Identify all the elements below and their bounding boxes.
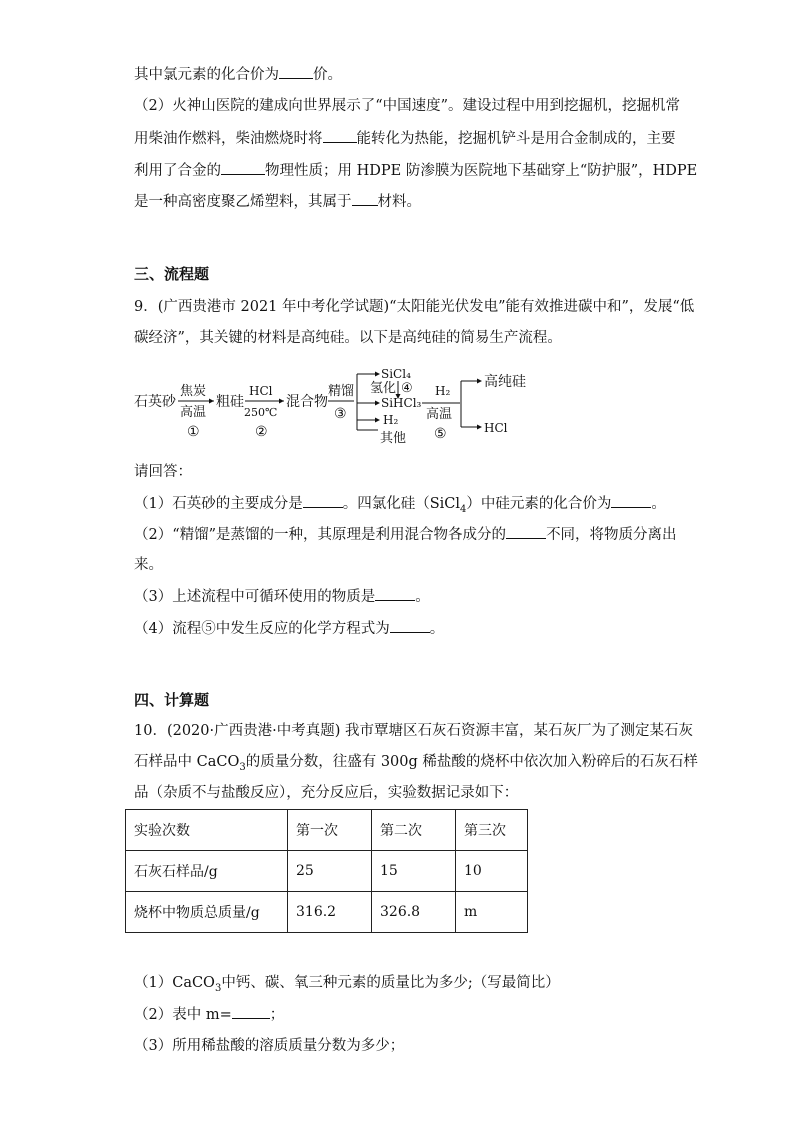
table-cell: 10 [456,851,528,892]
table-cell: m [456,892,528,933]
flow-s2-bot: 250℃ [244,406,278,419]
q9-sub1: （1）石英砂的主要成分是 。四氯化硅（SiCl$_4$）中硅元素的化合价为 。 [134,493,666,520]
table-header-cell: 第一次 [288,810,372,851]
q9-sub2: （2）“精馏”是蒸馏的一种，其原理是利用混合物各成分的 不同，将物质分离出 [134,524,677,545]
flow-b-sihcl3: SiHCl₃ [381,396,422,410]
answer-blank [375,586,415,601]
table-cell: 石灰石样品/g [126,851,288,892]
flow-out1: 高纯硅 [484,374,526,390]
flow-diagram [130,364,550,448]
flow-s3-top: 精馏 [328,384,355,399]
table-row [126,851,528,892]
table-header-row [126,810,528,851]
answer-blank [506,524,546,539]
flow-s5-bot: 高温 [426,407,453,422]
table-cell: 25 [288,851,372,892]
flow-s5-num: ⑤ [434,426,447,442]
q9-sub2-cont: 来。 [134,557,163,573]
q8-sub2-line1: （2）火神山医院的建成向世界展示了“中国速度”。建设过程中用到挖掘机，挖掘机常 [134,98,681,114]
q8-sub2-line2: 用柴油作燃料，柴油燃烧时将 能转化为热能，挖掘机铲斗是用合金制成的，主要 [134,128,676,149]
flow-s3-num: ③ [334,406,347,422]
flow-s2-num: ② [255,424,268,440]
table-header-cell: 第二次 [372,810,456,851]
q8-sub2-line4: 是一种高密度聚乙烯塑料，其属于 材料。 [134,191,421,212]
flow-p1: 粗硅 [216,394,244,410]
answer-blank [232,1004,270,1019]
experiment-table [125,809,528,933]
answer-blank [303,493,343,508]
flow-arrowhead [279,399,284,404]
table-header-cell: 第三次 [456,810,528,851]
flow-b-h2: H₂ [383,413,399,427]
answer-blank [221,160,265,175]
flow-s2-top: HCl [249,384,273,398]
q8-line1: 其中氯元素的化合价为 价。 [134,64,342,85]
q10-line3: 品（杂质不与盐酸反应），充分反应后，实验数据记录如下： [134,785,519,801]
q9-line1: 9．(广西贵港市 2021 年中考化学试题)“太阳能光伏发电”能有效推进碳中和”，发展“低 [134,299,695,315]
flow-s5-top: H₂ [435,384,451,398]
flow-s1-num: ① [187,424,200,440]
q10-sub3: （3）所用稀盐酸的溶质质量分数为多少； [134,1038,405,1054]
flow-s1-top: 焦炭 [180,384,207,399]
flow-arrowhead [477,379,482,384]
section-heading-flow: 三、流程题 [134,265,210,283]
answer-blank [323,128,357,143]
q9-prompt: 请回答： [134,464,192,480]
flow-b-sicl4: SiCl₄ [381,367,411,381]
answer-blank [390,618,430,633]
flow-arrowhead [209,399,214,404]
flow-out2: HCl [484,421,508,435]
q10-sub2: （2）表中 m= ； [134,1004,284,1025]
flow-s1-bot: 高温 [180,405,207,420]
q10-sub1: （1）CaCO$_3$中钙、碳、氧三种元素的质量比为多少;（写最简比） [134,975,560,994]
q9-sub4: （4）流程⑤中发生反应的化学方程式为 。 [134,618,444,639]
table-cell: 15 [372,851,456,892]
q9-line2: 碳经济”，其关键的材料是高纯硅。以下是高纯硅的简易生产流程。 [134,330,562,346]
q8-sub2-line3: 利用了合金的 物理性质；用 HDPE 防渗膜为医院地下基础穿上“防护服”，HDPE [134,160,697,181]
q9-sub3: （3）上述流程中可循环使用的物质是 。 [134,586,430,607]
q10-line1: 10．(2020·广西贵港·中考真题) 我市覃塘区石灰石资源丰富，某石灰厂为了测定某石灰 [134,723,693,739]
table-cell: 326.8 [372,892,456,933]
flow-b-other: 其他 [380,431,407,446]
flow-p2: 混合物 [286,394,328,410]
answer-blank [279,64,313,79]
flow-arrowhead [375,401,380,406]
flow-reduce: 氢化 [370,381,397,396]
flow-arrowhead [477,425,482,430]
flow-arrowhead [375,372,380,377]
table-cell: 316.2 [288,892,372,933]
flow-s4-num: ④ [401,381,413,396]
table-header-cell: 实验次数 [126,810,288,851]
flow-arrowhead [375,418,380,423]
answer-blank [611,493,651,508]
q10-line2: 石样品中 CaCO$_3$的质量分数，往盛有 300g 稀盐酸的烧杯中依次加入粉碎后的石灰石样 [134,754,698,773]
section-heading-calc: 四、计算题 [134,691,210,709]
table-cell: 烧杯中物质总质量/g [126,892,288,933]
flow-start: 石英砂 [134,394,176,410]
table-row [126,892,528,933]
answer-blank [352,191,378,206]
